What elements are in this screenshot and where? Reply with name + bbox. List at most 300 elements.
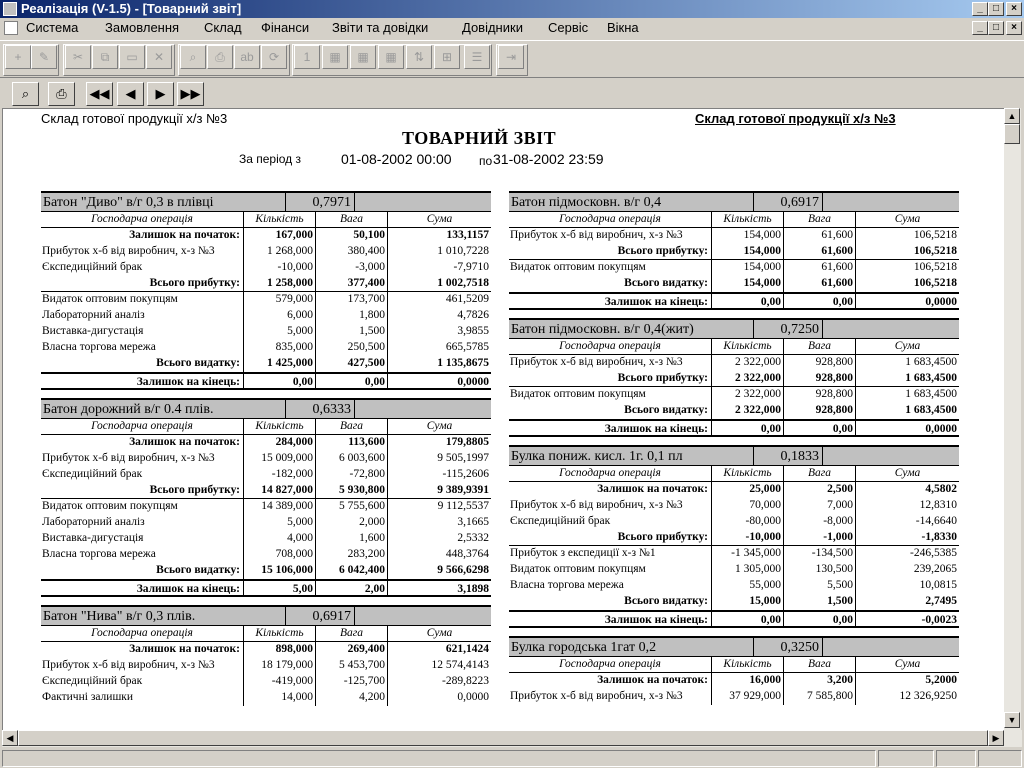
cell-quantity: -182,000 <box>243 467 315 483</box>
delete-icon[interactable]: ✕ <box>146 45 172 69</box>
cell-sum: 106,5218 <box>855 276 959 292</box>
list-icon[interactable]: ☰ <box>464 45 490 69</box>
cell-weight: -3,000 <box>315 260 387 276</box>
mdi-minimize-button[interactable]: _ <box>972 21 988 35</box>
cell-sum: -14,6640 <box>855 514 959 530</box>
scroll-down-button[interactable]: ▼ <box>1004 712 1020 728</box>
column-header-weight: Вага <box>315 419 387 434</box>
product-price: 0,6917 <box>285 607 355 625</box>
cell-operation: Всього видатку: <box>156 564 240 576</box>
table-header <box>41 626 491 642</box>
close-button[interactable]: × <box>1006 2 1022 16</box>
table-row <box>41 547 491 563</box>
cell-quantity: 1 425,000 <box>243 356 315 372</box>
cell-quantity: 284,000 <box>243 435 315 451</box>
product-header <box>509 191 959 212</box>
status-panel-2 <box>878 750 934 767</box>
product-header <box>41 191 491 212</box>
cell-weight: 4,200 <box>315 690 387 706</box>
cell-weight: 2,000 <box>315 515 387 531</box>
product-name: Батон "Диво" в/г 0,3 в плівці <box>43 195 214 210</box>
cell-quantity: 15 009,000 <box>243 451 315 467</box>
cell-weight: 1,800 <box>315 308 387 324</box>
table-row <box>41 451 491 467</box>
cell-weight: 2,00 <box>315 581 387 595</box>
cell-weight: 0,00 <box>783 612 855 626</box>
cell-weight: 3,200 <box>783 673 855 689</box>
status-bar <box>0 748 1024 768</box>
vertical-scrollbar[interactable] <box>1004 108 1021 730</box>
table-row <box>41 228 491 244</box>
cell-sum: 9 505,1997 <box>387 451 491 467</box>
cell-operation: Виставка-дигустація <box>42 532 144 544</box>
cell-weight: -1,000 <box>783 530 855 545</box>
cell-weight: 380,400 <box>315 244 387 260</box>
menu-windows[interactable]: Вікна <box>607 20 639 35</box>
cell-sum: 9 112,5537 <box>387 499 491 515</box>
cell-operation: Прибуток х-б від виробнич, х-з №3 <box>510 499 683 511</box>
cell-operation: Видаток оптовим покупцям <box>510 388 646 400</box>
cell-sum: 12 574,4143 <box>387 658 491 674</box>
menu-finance[interactable]: Фінанси <box>261 20 310 35</box>
product-price: 0,6917 <box>753 193 823 211</box>
cell-operation: Прибуток з експедиції х-з №1 <box>510 547 656 559</box>
cell-operation: Всього видатку: <box>624 595 708 607</box>
cell-weight: 61,600 <box>783 228 855 244</box>
app-icon <box>3 2 17 16</box>
restore-button[interactable]: □ <box>988 2 1004 16</box>
cell-operation: Прибуток х-б від виробнич, х-з №3 <box>42 452 215 464</box>
cell-weight: 1,500 <box>315 324 387 340</box>
cell-weight: 130,500 <box>783 562 855 578</box>
column-header-sum: Сума <box>855 212 959 227</box>
cell-sum: 3,1665 <box>387 515 491 531</box>
table-row <box>509 403 959 419</box>
cell-operation: Власна торгова мережа <box>510 579 624 591</box>
grid-icon-3[interactable]: ▦ <box>378 45 404 69</box>
cell-sum: 5,2000 <box>855 673 959 689</box>
one-icon[interactable]: 1 <box>294 45 320 69</box>
cell-weight: 377,400 <box>315 276 387 291</box>
status-panel-4 <box>978 750 1022 767</box>
cell-sum: -115,2606 <box>387 467 491 483</box>
product-name: Батон підмосковн. в/г 0,4 <box>511 195 662 210</box>
cell-operation: Всього видатку: <box>624 277 708 289</box>
cell-operation: Видаток оптовим покупцям <box>510 261 646 273</box>
cell-operation: Всього видатку: <box>156 357 240 369</box>
grid-icon-1[interactable]: ▦ <box>322 45 348 69</box>
cell-sum: 106,5218 <box>855 244 959 259</box>
column-header-weight: Вага <box>315 626 387 641</box>
last-page-button[interactable]: ▶▶ <box>177 82 204 106</box>
cell-quantity: 167,000 <box>243 228 315 244</box>
report-page <box>2 108 1004 730</box>
cell-sum: 461,5209 <box>387 292 491 308</box>
cell-sum: 9 566,6298 <box>387 563 491 579</box>
cell-quantity: 1 305,000 <box>711 562 783 578</box>
cell-operation: Виставка-дигустація <box>42 325 144 337</box>
product-name: Булка пониж. кисл. 1г. 0,1 пл <box>511 449 683 464</box>
mdi-restore-button[interactable]: □ <box>988 21 1004 35</box>
table-row <box>41 642 491 658</box>
cell-weight: 5,500 <box>783 578 855 594</box>
print-disabled-icon[interactable]: ⎙ <box>207 45 233 69</box>
cell-quantity: 2 322,000 <box>711 371 783 386</box>
cell-sum: 665,5785 <box>387 340 491 356</box>
new-record-icon[interactable]: + <box>5 45 31 69</box>
window-title-bar[interactable] <box>0 0 1024 18</box>
cell-sum: 0,0000 <box>855 421 959 435</box>
cell-weight: -125,700 <box>315 674 387 690</box>
cell-weight: 928,800 <box>783 355 855 371</box>
cell-operation: Фактичні залишки <box>42 691 134 703</box>
vertical-scroll-thumb[interactable] <box>1004 124 1020 144</box>
cell-quantity: 25,000 <box>711 482 783 498</box>
cell-weight: -8,000 <box>783 514 855 530</box>
table-row <box>509 610 959 628</box>
cell-operation: Прибуток х-б від виробнич, х-з №3 <box>510 690 683 702</box>
status-panel-3 <box>936 750 976 767</box>
print-icon[interactable]: ⎙ <box>48 82 75 106</box>
minimize-button[interactable]: _ <box>972 2 988 16</box>
cell-weight: 61,600 <box>783 244 855 259</box>
cell-quantity: -80,000 <box>711 514 783 530</box>
cell-quantity: -1 345,000 <box>711 546 783 562</box>
cell-quantity: -10,000 <box>243 260 315 276</box>
cell-weight: 250,500 <box>315 340 387 356</box>
cell-weight: 173,700 <box>315 292 387 308</box>
cell-operation: Єкспедиційний брак <box>42 468 143 480</box>
column-header-sum: Сума <box>855 339 959 354</box>
cell-operation: Залишок на кінець: <box>136 376 240 388</box>
cell-sum: 2,7495 <box>855 594 959 610</box>
column-header-sum: Сума <box>387 212 491 227</box>
zoom-preview-icon[interactable]: ⌕ <box>12 82 39 106</box>
column-header-sum: Сума <box>387 626 491 641</box>
menu-orders[interactable]: Замовлення <box>105 20 180 35</box>
copy-icon[interactable]: ⧉ <box>92 45 118 69</box>
table-row <box>41 292 491 308</box>
table-row <box>509 371 959 387</box>
cell-weight: 61,600 <box>783 260 855 276</box>
cell-quantity: 154,000 <box>711 244 783 259</box>
table-row <box>509 355 959 371</box>
find-icon[interactable]: ⌕ <box>180 45 206 69</box>
cell-quantity: 154,000 <box>711 260 783 276</box>
table-row <box>41 260 491 276</box>
cell-quantity: 2 322,000 <box>711 387 783 403</box>
menu-reports[interactable]: Звіти та довідки <box>332 20 429 35</box>
column-header-operation: Господарча операція <box>559 213 661 225</box>
scroll-left-button[interactable]: ◀ <box>2 730 18 746</box>
cell-weight: 5 930,800 <box>315 483 387 498</box>
scroll-right-button[interactable]: ▶ <box>988 730 1004 746</box>
product-price: 0,7971 <box>285 193 355 211</box>
table-row <box>509 562 959 578</box>
cell-operation: Всього прибутку: <box>149 277 240 289</box>
column-header-quantity: Кількість <box>711 466 783 481</box>
cell-operation: Прибуток х-б від виробнич, х-з №3 <box>42 659 215 671</box>
cell-operation: Всього видатку: <box>624 404 708 416</box>
cell-operation: Залишок на кінець: <box>604 614 708 626</box>
product-header <box>509 445 959 466</box>
cell-quantity: 70,000 <box>711 498 783 514</box>
cell-sum: 239,2065 <box>855 562 959 578</box>
cell-sum: -0,0023 <box>855 612 959 626</box>
cell-weight: 5 453,700 <box>315 658 387 674</box>
table-row <box>41 690 491 706</box>
table-row <box>41 324 491 340</box>
cell-sum: 1 002,7518 <box>387 276 491 291</box>
cell-operation: Всього прибутку: <box>617 531 708 543</box>
table-row <box>509 260 959 276</box>
cell-quantity: 5,000 <box>243 515 315 531</box>
table-row <box>41 467 491 483</box>
column-header-quantity: Кількість <box>243 212 315 227</box>
cell-operation: Лабораторний аналіз <box>42 516 145 528</box>
cell-quantity: 14 389,000 <box>243 499 315 515</box>
column-header-operation: Господарча операція <box>559 340 661 352</box>
menu-warehouse[interactable]: Склад <box>204 20 242 35</box>
cell-weight: 0,00 <box>783 294 855 308</box>
cell-operation: Власна торгова мережа <box>42 548 156 560</box>
table-row <box>41 579 491 597</box>
cell-operation: Лабораторний аналіз <box>42 309 145 321</box>
menu-bar <box>0 18 1024 38</box>
cell-operation: Залишок на початок: <box>597 483 708 495</box>
cell-sum: 1 683,4500 <box>855 355 959 371</box>
table-header <box>509 466 959 482</box>
table-row <box>509 228 959 244</box>
cell-quantity: 18 179,000 <box>243 658 315 674</box>
cell-operation: Прибуток х-б від виробнич, х-з №3 <box>42 245 215 257</box>
product-section <box>41 191 491 390</box>
cell-operation: Прибуток х-б від виробнич, х-з №3 <box>510 356 683 368</box>
cell-quantity: 0,00 <box>711 421 783 435</box>
table-header <box>41 212 491 228</box>
cell-operation: Залишок на кінець: <box>604 296 708 308</box>
cell-quantity: 154,000 <box>711 228 783 244</box>
table-row <box>41 276 491 292</box>
table-row <box>41 674 491 690</box>
cell-sum: 2,5332 <box>387 531 491 547</box>
cell-weight: 0,00 <box>315 374 387 388</box>
table-row <box>509 482 959 498</box>
column-header-operation: Господарча операція <box>559 467 661 479</box>
cell-quantity: 6,000 <box>243 308 315 324</box>
cell-operation: Власна торгова мережа <box>42 341 156 353</box>
horizontal-scrollbar[interactable] <box>2 730 1022 747</box>
cell-operation: Залишок на кінець: <box>136 583 240 595</box>
cell-weight: 1,600 <box>315 531 387 547</box>
cell-quantity: 154,000 <box>711 276 783 292</box>
table-header <box>41 419 491 435</box>
cell-sum: 1 135,8675 <box>387 356 491 372</box>
cell-operation: Прибуток х-б від виробнич, х-з №3 <box>510 229 683 241</box>
table-row <box>509 689 959 705</box>
cell-weight: 928,800 <box>783 387 855 403</box>
product-price: 0,1833 <box>753 447 823 465</box>
next-page-button[interactable]: ▶ <box>147 82 174 106</box>
cell-weight: 1,500 <box>783 594 855 610</box>
column-header-operation: Господарча операція <box>559 658 661 670</box>
paste-icon[interactable]: ▭ <box>119 45 145 69</box>
cell-operation: Залишок на початок: <box>129 229 240 241</box>
column-header-weight: Вага <box>783 657 855 672</box>
cell-operation: Єкспедиційний брак <box>42 261 143 273</box>
menu-directories[interactable]: Довідники <box>462 20 523 35</box>
table-row <box>509 419 959 437</box>
table-row <box>509 514 959 530</box>
table-header <box>509 657 959 673</box>
table-row <box>509 594 959 610</box>
horizontal-scroll-thumb[interactable] <box>18 730 988 746</box>
cell-quantity: 37 929,000 <box>711 689 783 705</box>
cell-sum: -1,8330 <box>855 530 959 545</box>
column-header-sum: Сума <box>855 657 959 672</box>
cell-sum: 4,7826 <box>387 308 491 324</box>
table-row <box>41 308 491 324</box>
table-row <box>41 658 491 674</box>
table-row <box>41 531 491 547</box>
menu-service[interactable]: Сервіс <box>548 20 589 35</box>
cell-weight: 427,500 <box>315 356 387 372</box>
cell-sum: -7,9710 <box>387 260 491 276</box>
cell-quantity: 5,000 <box>243 324 315 340</box>
table-row <box>509 276 959 292</box>
cell-weight: 61,600 <box>783 276 855 292</box>
product-name: Булка городська 1гат 0,2 <box>511 640 657 655</box>
period-label: За період з <box>239 152 302 166</box>
cell-operation: Всього прибутку: <box>149 484 240 496</box>
cell-weight: 6 042,400 <box>315 563 387 579</box>
table-row <box>509 546 959 562</box>
prev-page-button[interactable]: ◀ <box>117 82 144 106</box>
first-page-button[interactable]: ◀◀ <box>86 82 113 106</box>
table-row <box>41 563 491 579</box>
mdi-close-button[interactable]: × <box>1006 21 1022 35</box>
filter-icon[interactable]: ⊞ <box>434 45 460 69</box>
cell-quantity: 15,000 <box>711 594 783 610</box>
refresh-icon[interactable]: ⟳ <box>261 45 287 69</box>
column-header-quantity: Кількість <box>243 419 315 434</box>
product-name: Батон дорожний в/г 0.4 плів. <box>43 402 214 417</box>
table-row <box>41 340 491 356</box>
cell-sum: 133,1157 <box>387 228 491 244</box>
cell-weight: 283,200 <box>315 547 387 563</box>
table-row <box>41 372 491 390</box>
cell-sum: 1 683,4500 <box>855 387 959 403</box>
column-header-quantity: Кількість <box>711 657 783 672</box>
table-row <box>509 498 959 514</box>
cell-weight: 7,000 <box>783 498 855 514</box>
cell-operation: Єкспедиційний брак <box>42 675 143 687</box>
cell-sum: 12,8310 <box>855 498 959 514</box>
cell-operation: Залишок на початок: <box>597 674 708 686</box>
cell-weight: 7 585,800 <box>783 689 855 705</box>
grid-icon-2[interactable]: ▦ <box>350 45 376 69</box>
cell-sum: 106,5218 <box>855 260 959 276</box>
cell-weight: 2,500 <box>783 482 855 498</box>
cell-sum: 3,1898 <box>387 581 491 595</box>
warehouse-label-bold: Склад готової продукції х/з №3 <box>695 111 896 126</box>
cell-operation: Всього прибутку: <box>617 372 708 384</box>
cell-quantity: 14 827,000 <box>243 483 315 498</box>
product-section <box>509 318 959 437</box>
cut-icon[interactable]: ✂ <box>65 45 91 69</box>
cell-sum: 12 326,9250 <box>855 689 959 705</box>
column-header-quantity: Кількість <box>711 212 783 227</box>
cell-quantity: 5,00 <box>243 581 315 595</box>
column-header-weight: Вага <box>783 212 855 227</box>
cell-sum: 4,5802 <box>855 482 959 498</box>
main-toolbar <box>0 40 1024 78</box>
cell-sum: 0,0000 <box>855 294 959 308</box>
warehouse-label: Склад готової продукції х/з №3 <box>41 111 228 126</box>
period-to: 31-08-2002 23:59 <box>493 151 604 167</box>
cell-sum: 448,3764 <box>387 547 491 563</box>
cell-quantity: 15 106,000 <box>243 563 315 579</box>
column-header-weight: Вага <box>783 339 855 354</box>
cell-weight: 5 755,600 <box>315 499 387 515</box>
cell-quantity: 14,000 <box>243 690 315 706</box>
table-row <box>41 515 491 531</box>
cell-weight: -72,800 <box>315 467 387 483</box>
window-title: Реалізація (V-1.5) - [Товарний звіт] <box>21 1 242 16</box>
cell-quantity: 0,00 <box>711 612 783 626</box>
edit-icon[interactable]: ✎ <box>31 45 57 69</box>
cell-quantity: 579,000 <box>243 292 315 308</box>
cell-quantity: 0,00 <box>711 294 783 308</box>
table-row <box>509 387 959 403</box>
product-price: 0,3250 <box>753 638 823 656</box>
cell-sum: 3,9855 <box>387 324 491 340</box>
product-section <box>41 605 491 706</box>
cell-sum: 179,8805 <box>387 435 491 451</box>
exit-icon[interactable]: ⇥ <box>498 45 524 69</box>
column-header-quantity: Кількість <box>711 339 783 354</box>
cell-sum: 9 389,9391 <box>387 483 491 498</box>
cell-quantity: 4,000 <box>243 531 315 547</box>
menu-system[interactable]: Система <box>26 20 79 35</box>
column-header-weight: Вага <box>315 212 387 227</box>
product-section <box>509 445 959 628</box>
cell-operation: Єкспедиційний брак <box>510 515 611 527</box>
table-row <box>509 578 959 594</box>
sort-icon[interactable]: ⇅ <box>406 45 432 69</box>
scroll-up-button[interactable]: ▲ <box>1004 108 1020 124</box>
product-section <box>509 636 959 705</box>
cell-operation: Видаток оптовим покупцям <box>510 563 646 575</box>
report-title: ТОВАРНИЙ ЗВІТ <box>402 128 557 148</box>
cell-operation: Залишок на початок: <box>129 643 240 655</box>
table-header <box>509 339 959 355</box>
cell-quantity: 898,000 <box>243 642 315 658</box>
product-section <box>41 398 491 597</box>
document-icon[interactable] <box>4 21 18 35</box>
cell-sum: 1 010,7228 <box>387 244 491 260</box>
cell-weight: 928,800 <box>783 371 855 386</box>
period-from: 01-08-2002 00:00 <box>341 151 452 167</box>
spellcheck-icon[interactable]: ab <box>234 45 260 69</box>
cell-weight: 113,600 <box>315 435 387 451</box>
cell-sum: 0,0000 <box>387 690 491 706</box>
cell-weight: 6 003,600 <box>315 451 387 467</box>
cell-operation: Видаток оптовим покупцям <box>42 293 178 305</box>
product-section <box>509 191 959 310</box>
table-row <box>41 499 491 515</box>
cell-operation: Залишок на початок: <box>129 436 240 448</box>
